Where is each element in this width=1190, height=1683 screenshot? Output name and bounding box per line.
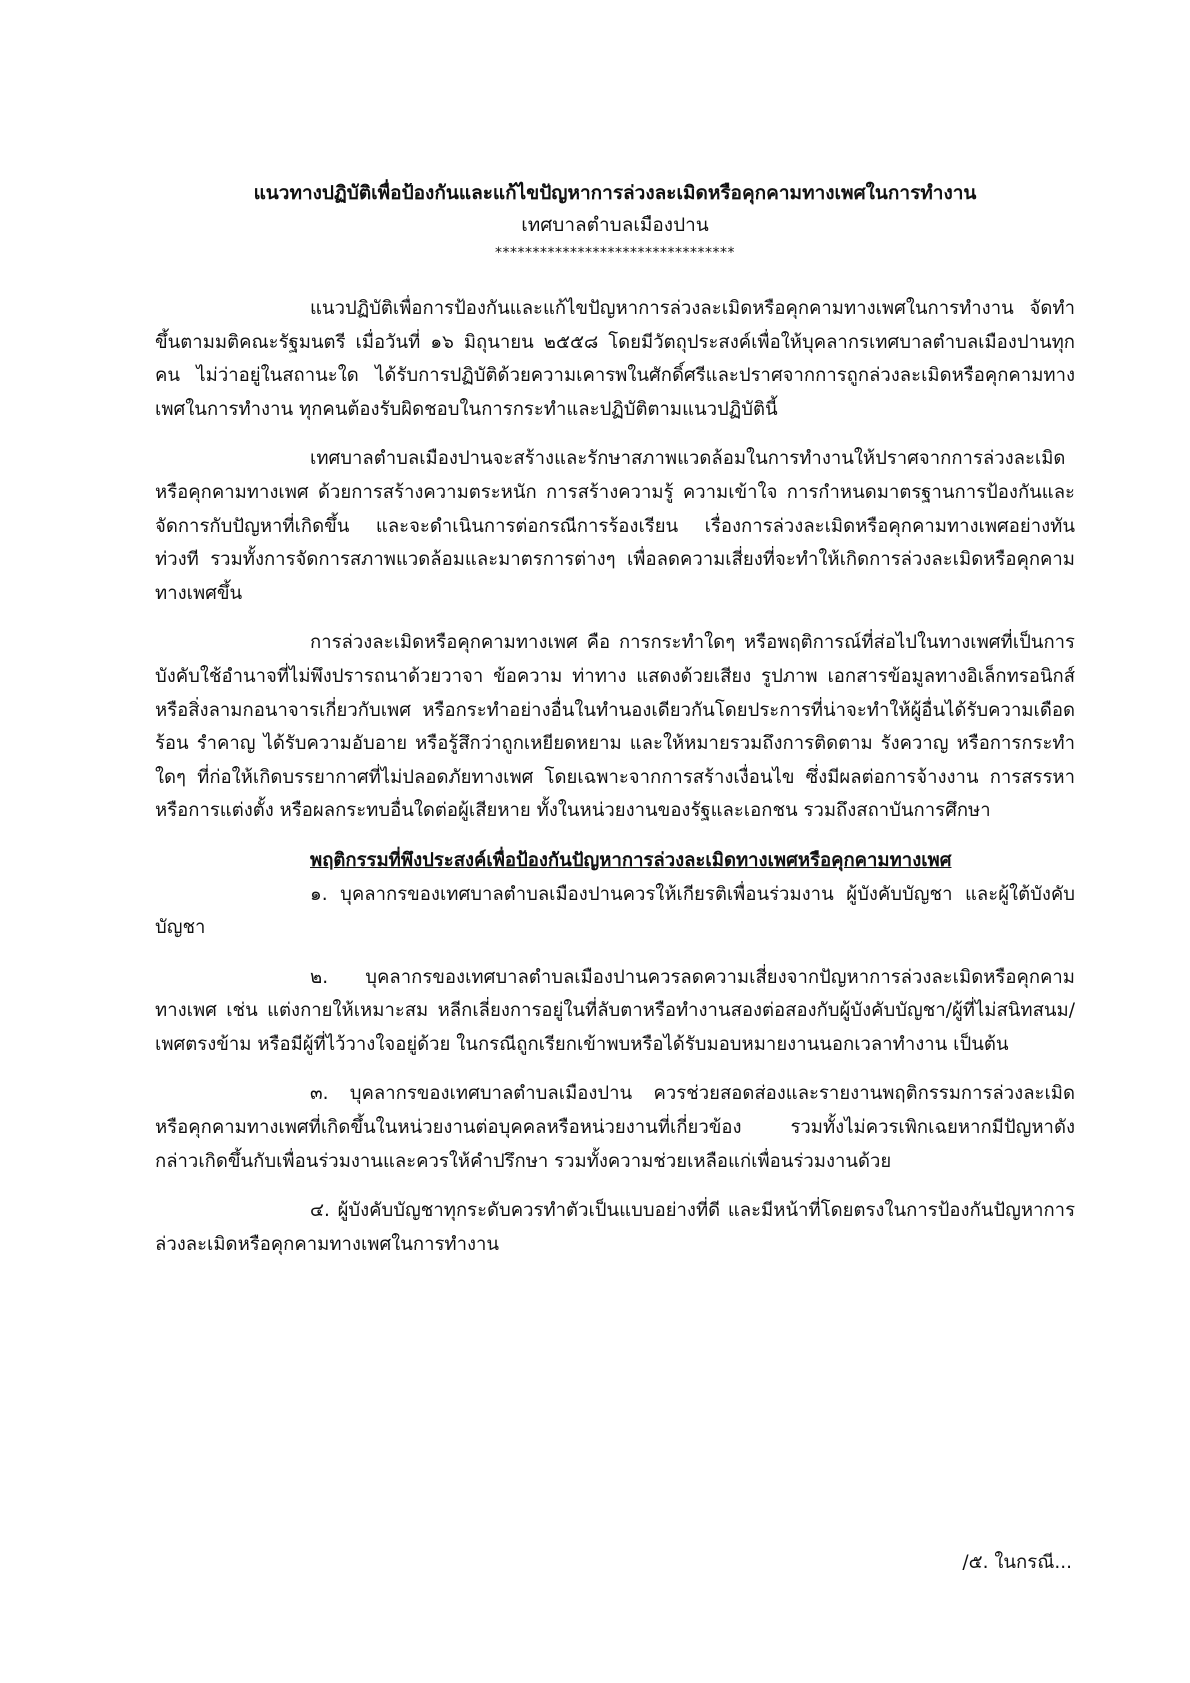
document-title: แนวทางปฏิบัติเพื่อป้องกันและแก้ไขปัญหาการล่วงละเมิดหรือคุกคามทางเพศในการทำงาน [253,182,977,204]
list-item: ๒. บุคลากรของเทศบาลตำบลเมืองปานควรลดความเสี่ยงจากปัญหาการล่วงละเมิดหรือคุกคามทางเพศ เช่น แต่งกายให้เหมาะสม หลีกเลี่ยงการอยู่ในที่ลับตาหรือทำงานสองต่อสองกับผู้บังคับบัญชา/ผู้ที่ไม่สนิทสนม/เพศตรงข้าม หรือมีผู้ที่ไว้วางใจอยู่ด้วย ในกรณีถูกเรียกเข้าพบหรือได้รับมอบหมายงานนอกเวลาทำงาน เป็นต้น [155,966,1075,1055]
intro-paragraph: แนวปฏิบัติเพื่อการป้องกันและแก้ไขปัญหาการล่วงละเมิดหรือคุกคามทางเพศในการทำงาน จัดทำขึ้นตามมติคณะรัฐมนตรี เมื่อวันที่ ๑๖ มิถุนายน ๒๕๕๘ โดยมีวัตถุประสงค์เพื่อให้บุคลากรเทศบาลตำบลเมืองปานทุกคน ไม่ว่าอยู่ในสถานะใด ได้รับการปฏิบัติด้วยความเคารพในศักดิ์ศรีและปราศจากการถูกล่วงละเมิดหรือคุกคามทางเพศในการทำงาน ทุกคนต้องรับผิดชอบในการกระทำและปฏิบัติตามแนวปฏิบัตินี้ [155,298,1075,420]
separator: ******************************** [495,245,735,261]
definition-paragraph: การล่วงละเมิดหรือคุกคามทางเพศ คือ การกระทำใดๆ หรือพฤติการณ์ที่ส่อไปในทางเพศที่เป็นการบังคับใช้อำนาจที่ไม่พึงปรารถนาด้วยวาจา ข้อความ ท่าทาง แสดงด้วยเสียง รูปภาพ เอกสารข้อมูลทางอิเล็กทรอนิกส์หรือสิ่งลามกอนาจารเกี่ยวกับเพศ หรือกระทำอย่างอื่นในทำนองเดียวกันโดยประการที่น่าจะทำให้ผู้อื่นได้รับความเดือดร้อน รำคาญ ได้รับความอับอาย หรือรู้สึกว่าถูกเหยียดหยาม และให้หมายรวมถึงการติดตาม รังควาญ หรือการกระทำใดๆ ที่ก่อให้เกิดบรรยากาศที่ไม่ปลอดภัยทางเพศ โดยเฉพาะจากการสร้างเงื่อนไข ซึ่งมีผลต่อการจ้างงาน การสรรหา หรือการแต่งตั้ง หรือผลกระทบอื่นใดต่อผู้เสียหาย ทั้งในหน่วยงานของรัฐและเอกชน รวมถึงสถาบันการศึกษา [155,632,1075,822]
policy-paragraph: เทศบาลตำบลเมืองปานจะสร้างและรักษาสภาพแวดล้อมในการทำงานให้ปราศจากการล่วงละเมิดหรือคุกคามทางเพศ ด้วยการสร้างความตระหนัก การสร้างความรู้ ความเข้าใจ การกำหนดมาตรฐานการป้องกันและจัดการกับปัญหาที่เกิดขึ้น และจะดำเนินการต่อกรณีการร้องเรียน เรื่องการล่วงละเมิดหรือคุกคามทางเพศอย่างทันท่วงที รวมทั้งการจัดการสภาพแวดล้อมและมาตรการต่างๆ เพื่อลดความเสี่ยงที่จะทำให้เกิดการล่วงละเมิดหรือคุกคามทางเพศขึ้น [155,448,1075,604]
section-heading: พฤติกรรมที่พึงประสงค์เพื่อป้องกันปัญหาการล่วงละเมิดทางเพศหรือคุกคามทางเพศ [310,849,952,871]
list-item: ๓. บุคลากรของเทศบาลตำบลเมืองปาน ควรช่วยสอดส่องและรายงานพฤติกรรมการล่วงละเมิดหรือคุกคามทางเพศที่เกิดขึ้นในหน่วยงานต่อบุคคลหรือหน่วยงานที่เกี่ยวข้อง รวมทั้งไม่ควรเพิกเฉยหากมีปัญหาดังกล่าวเกิดขึ้นกับเพื่อนร่วมงานและควรให้คำปรึกษา รวมทั้งความช่วยเหลือแก่เพื่อนร่วมงานด้วย [155,1083,1075,1172]
list-item: ๔. ผู้บังคับบัญชาทุกระดับควรทำตัวเป็นแบบอย่างที่ดี และมีหน้าที่โดยตรงในการป้องกันปัญหาการล่วงละเมิดหรือคุกคามทางเพศในการทำงาน [155,1200,1075,1255]
document-subtitle: เทศบาลตำบลเมืองปาน [521,214,709,236]
document-page [155,178,1075,1261]
continuation-marker: /๕. ในกรณี... [962,1552,1072,1573]
list-item: ๑. บุคลากรของเทศบาลตำบลเมืองปานควรให้เกียรติเพื่อนร่วมงาน ผู้บังคับบัญชา และผู้ใต้บังคับบัญชา [155,883,1075,939]
